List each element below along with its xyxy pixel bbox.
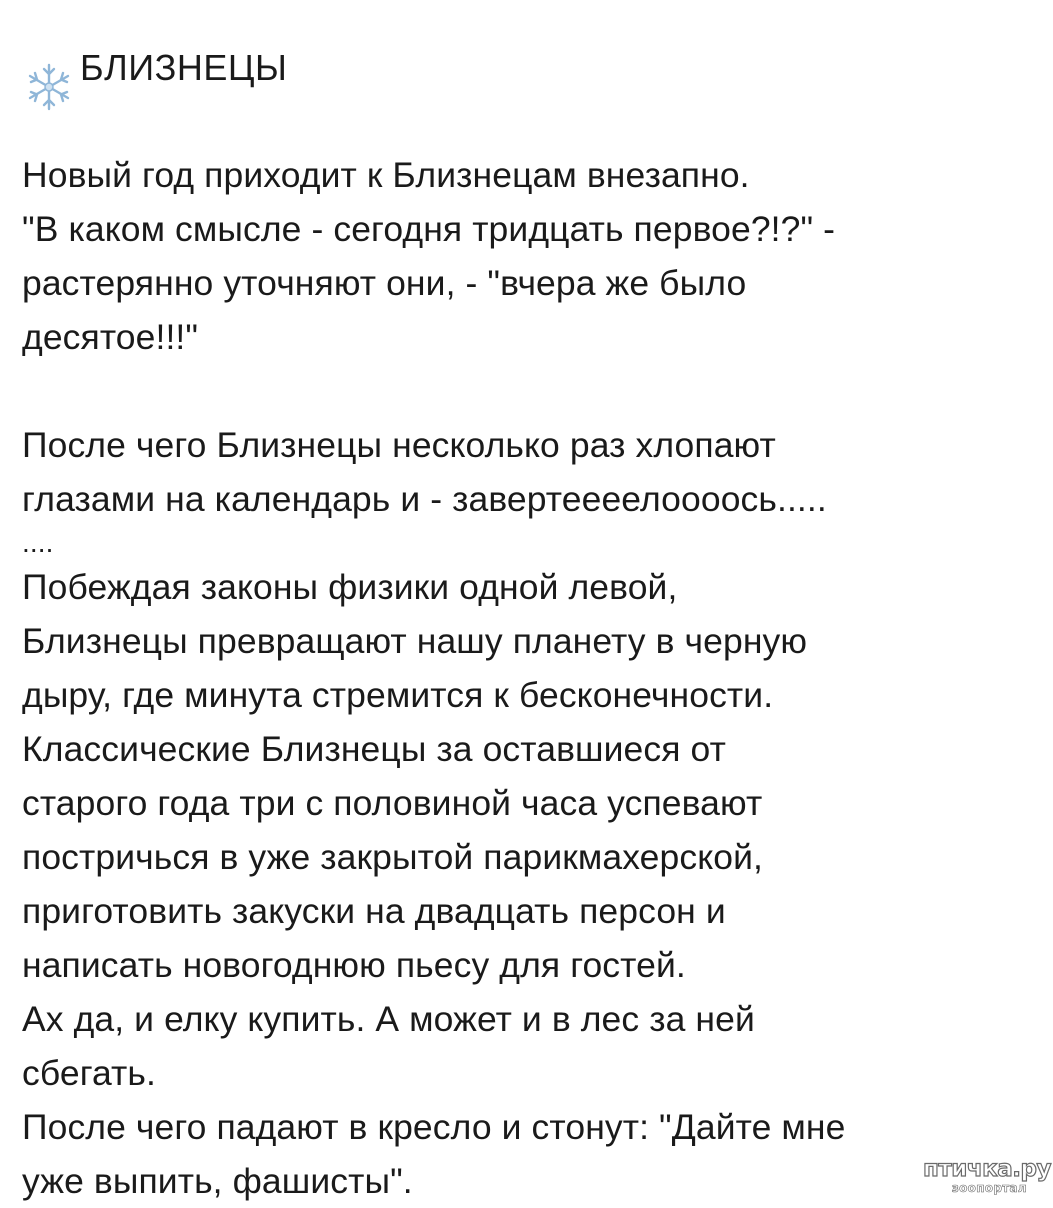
text-line: Классические Близнецы за оставшиеся от: [22, 729, 726, 769]
ellipsis-line: ....: [22, 527, 54, 558]
text-line: сбегать.: [22, 1053, 156, 1093]
post-body: [22, 148, 1032, 1208]
text-line: растерянно уточняют они, - "вчера же было: [22, 263, 747, 303]
text-line: приготовить закуски на двадцать персон и: [22, 891, 726, 931]
text-line: уже выпить, фашисты".: [22, 1161, 413, 1201]
text-line: Побеждая законы физики одной левой,: [22, 567, 678, 607]
text-line: старого года три с половиной часа успевают: [22, 783, 763, 823]
watermark-logo-text: птичка.ру: [923, 1156, 1051, 1182]
text-line: глазами на календарь и - завертеееелоооось.....: [22, 479, 827, 519]
text-line: написать новогоднюю пьесу для гостей.: [22, 945, 686, 985]
text-line: дыру, где минута стремится к бесконечности.: [22, 675, 774, 715]
text-line: Ах да, и елку купить. А может и в лес за ней: [22, 999, 755, 1039]
text-line: постричься в уже закрытой парикмахерской,: [22, 837, 763, 877]
post-header: [22, 40, 622, 110]
text-line: "В каком смысле - сегодня тридцать первое?!?" -: [22, 209, 836, 249]
paragraph-gap: [22, 364, 1032, 418]
text-line: Новый год приходит к Близнецам внезапно.: [22, 155, 750, 195]
text-line: После чего Близнецы несколько раз хлопают: [22, 425, 776, 465]
text-line: После чего падают в кресло и стонут: "Дайте мне: [22, 1107, 846, 1147]
site-watermark: [923, 1156, 1049, 1196]
post-title: БЛИЗНЕЦЫ: [80, 47, 288, 88]
text-line: десятое!!!": [22, 317, 199, 357]
snowflake-icon: [24, 62, 74, 112]
watermark-subtitle: зоопортал: [951, 1181, 1027, 1195]
text-line: Близнецы превращают нашу планету в черную: [22, 621, 808, 661]
